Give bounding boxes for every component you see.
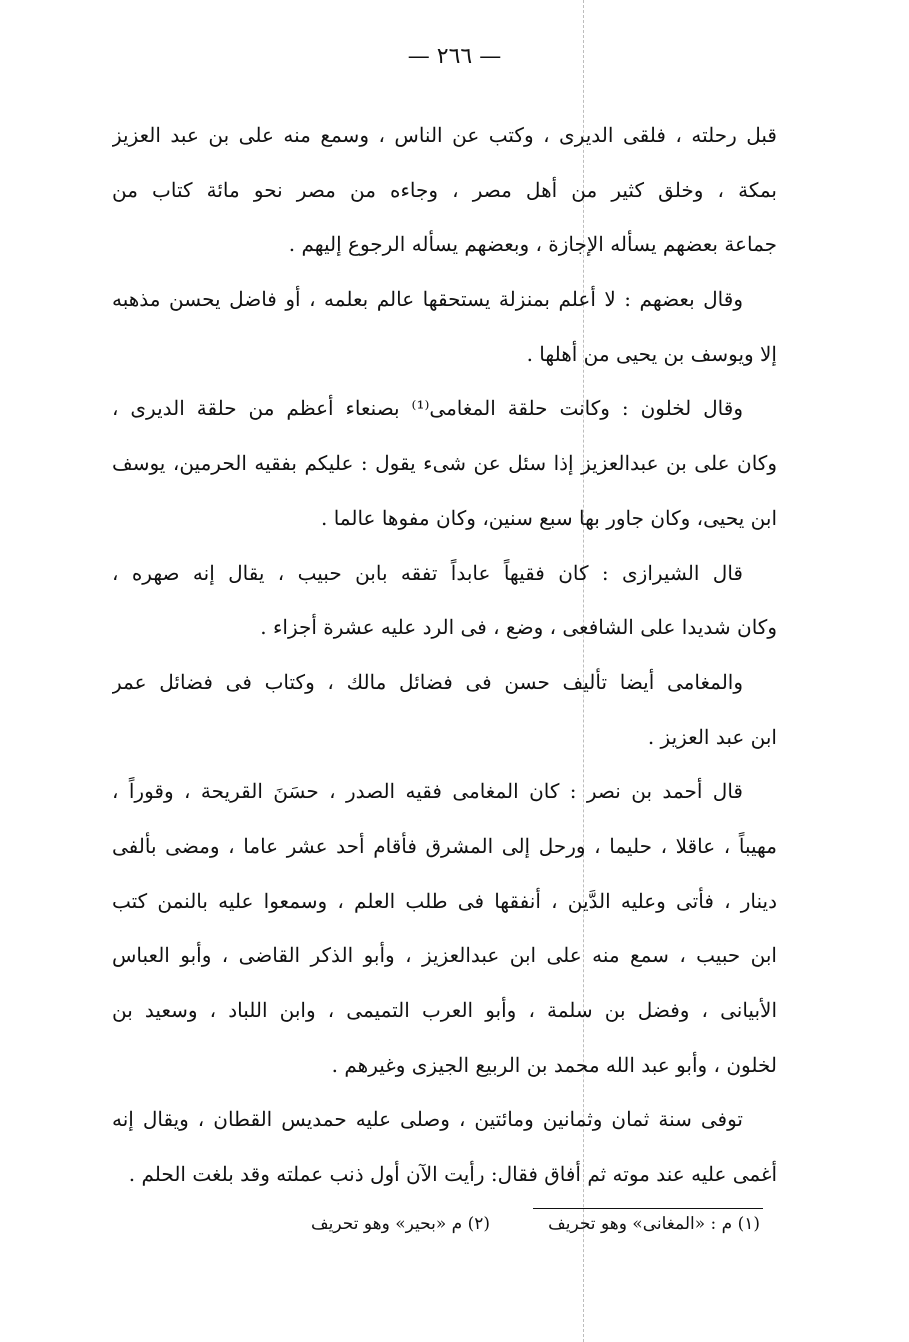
footnote-2: (٢) م «بحير» وهو تحريف [311,1214,490,1234]
text-line: وكان على بن عبدالعزيز إذا سئل عن شىء يقول : عليكم بفقيه الحرمين، يوسف [112,451,777,476]
text-line: دينار ، فأتى وعليه الدَّين ، أنفقها فى طلب العلم ، وسمعوا عليه بالنمن كتب [112,888,777,913]
text-line: قال الشيرازى : كان فقيهاً عابداً تفقه بابن حبيب ، يقال إنه صهره ، [112,560,743,585]
footnotes [140,1214,760,1244]
text-line: توفى سنة ثمان وثمانين ومائتين ، وصلى عليه حمديس القطان ، ويقال إنه [112,1107,743,1132]
text-line: جماعة بعضهم يسأله الإجازة ، وبعضهم يسأله الرجوع إليهم . [288,232,777,257]
footnote-1: (١) م : «المغانى» وهو تحريف [548,1214,760,1234]
text-line: الأبيانى ، وفضل بن سلمة ، وأبو العرب التميمى ، وابن اللباد ، وسعيد بن [112,998,777,1022]
text-line: والمغامى أيضا تأليف حسن فى فضائل مالك ، وكتاب فى فضائل عمر [112,669,744,694]
text-line: قال أحمد بن نصر : كان المغامى فقيه الصدر ، حسَنَ القريحة ، وقوراً ، [112,779,743,804]
text-line: وقال لخلون : وكانت حلقة المغامى⁽¹⁾ بصنعاء أعظم من حلقة الديرى ، [112,396,743,421]
text-line: لخلون ، وأبو عبد الله محمد بن الربيع الجيزى وغيرهم . [331,1052,777,1077]
text-line: قبل رحلته ، فلقى الديرى ، وكتب عن الناس ، وسمع منه على بن عبد العزيز [112,123,777,147]
text-line: بمكة ، وخلق كثير من أهل مصر ، وجاءه من مصر نحو مائة كتاب من [112,177,777,202]
text-line: ابن عبد العزيز . [647,724,777,749]
footnote-divider [533,1208,763,1209]
text-line: مهيباً ، عاقلا ، حليما ، ورحل إلى المشرق فأقام أحد عشر عاما ، ومضى بألفى [112,833,777,858]
text-line: وقال بعضهم : لا أعلم بمنزلة يستحقها عالم بعلمه ، أو فاضل يحسن مذهبه [112,287,743,312]
text-line: إلا ويوسف بن يحيى من أهلها . [526,341,777,366]
text-line: أغمى عليه عند موته ثم أفاق فقال: رأيت الآن أول ذنب عملته وقد بلغت الحلم . [128,1162,777,1187]
text-line: وكان شديدا على الشافعى ، وضع ، فى الرد عليه عشرة أجزاء . [260,615,777,640]
text-line: ابن حبيب ، سمع منه على ابن عبدالعزيز ، وأبو الذكر القاضى ، وأبو العباس [112,943,777,968]
body-text [112,108,777,1202]
page-number: — ٢٦٦ — [407,44,502,69]
text-line: ابن يحيى، وكان جاور بها سبع سنين، وكان مفوها عالما . [320,505,777,530]
